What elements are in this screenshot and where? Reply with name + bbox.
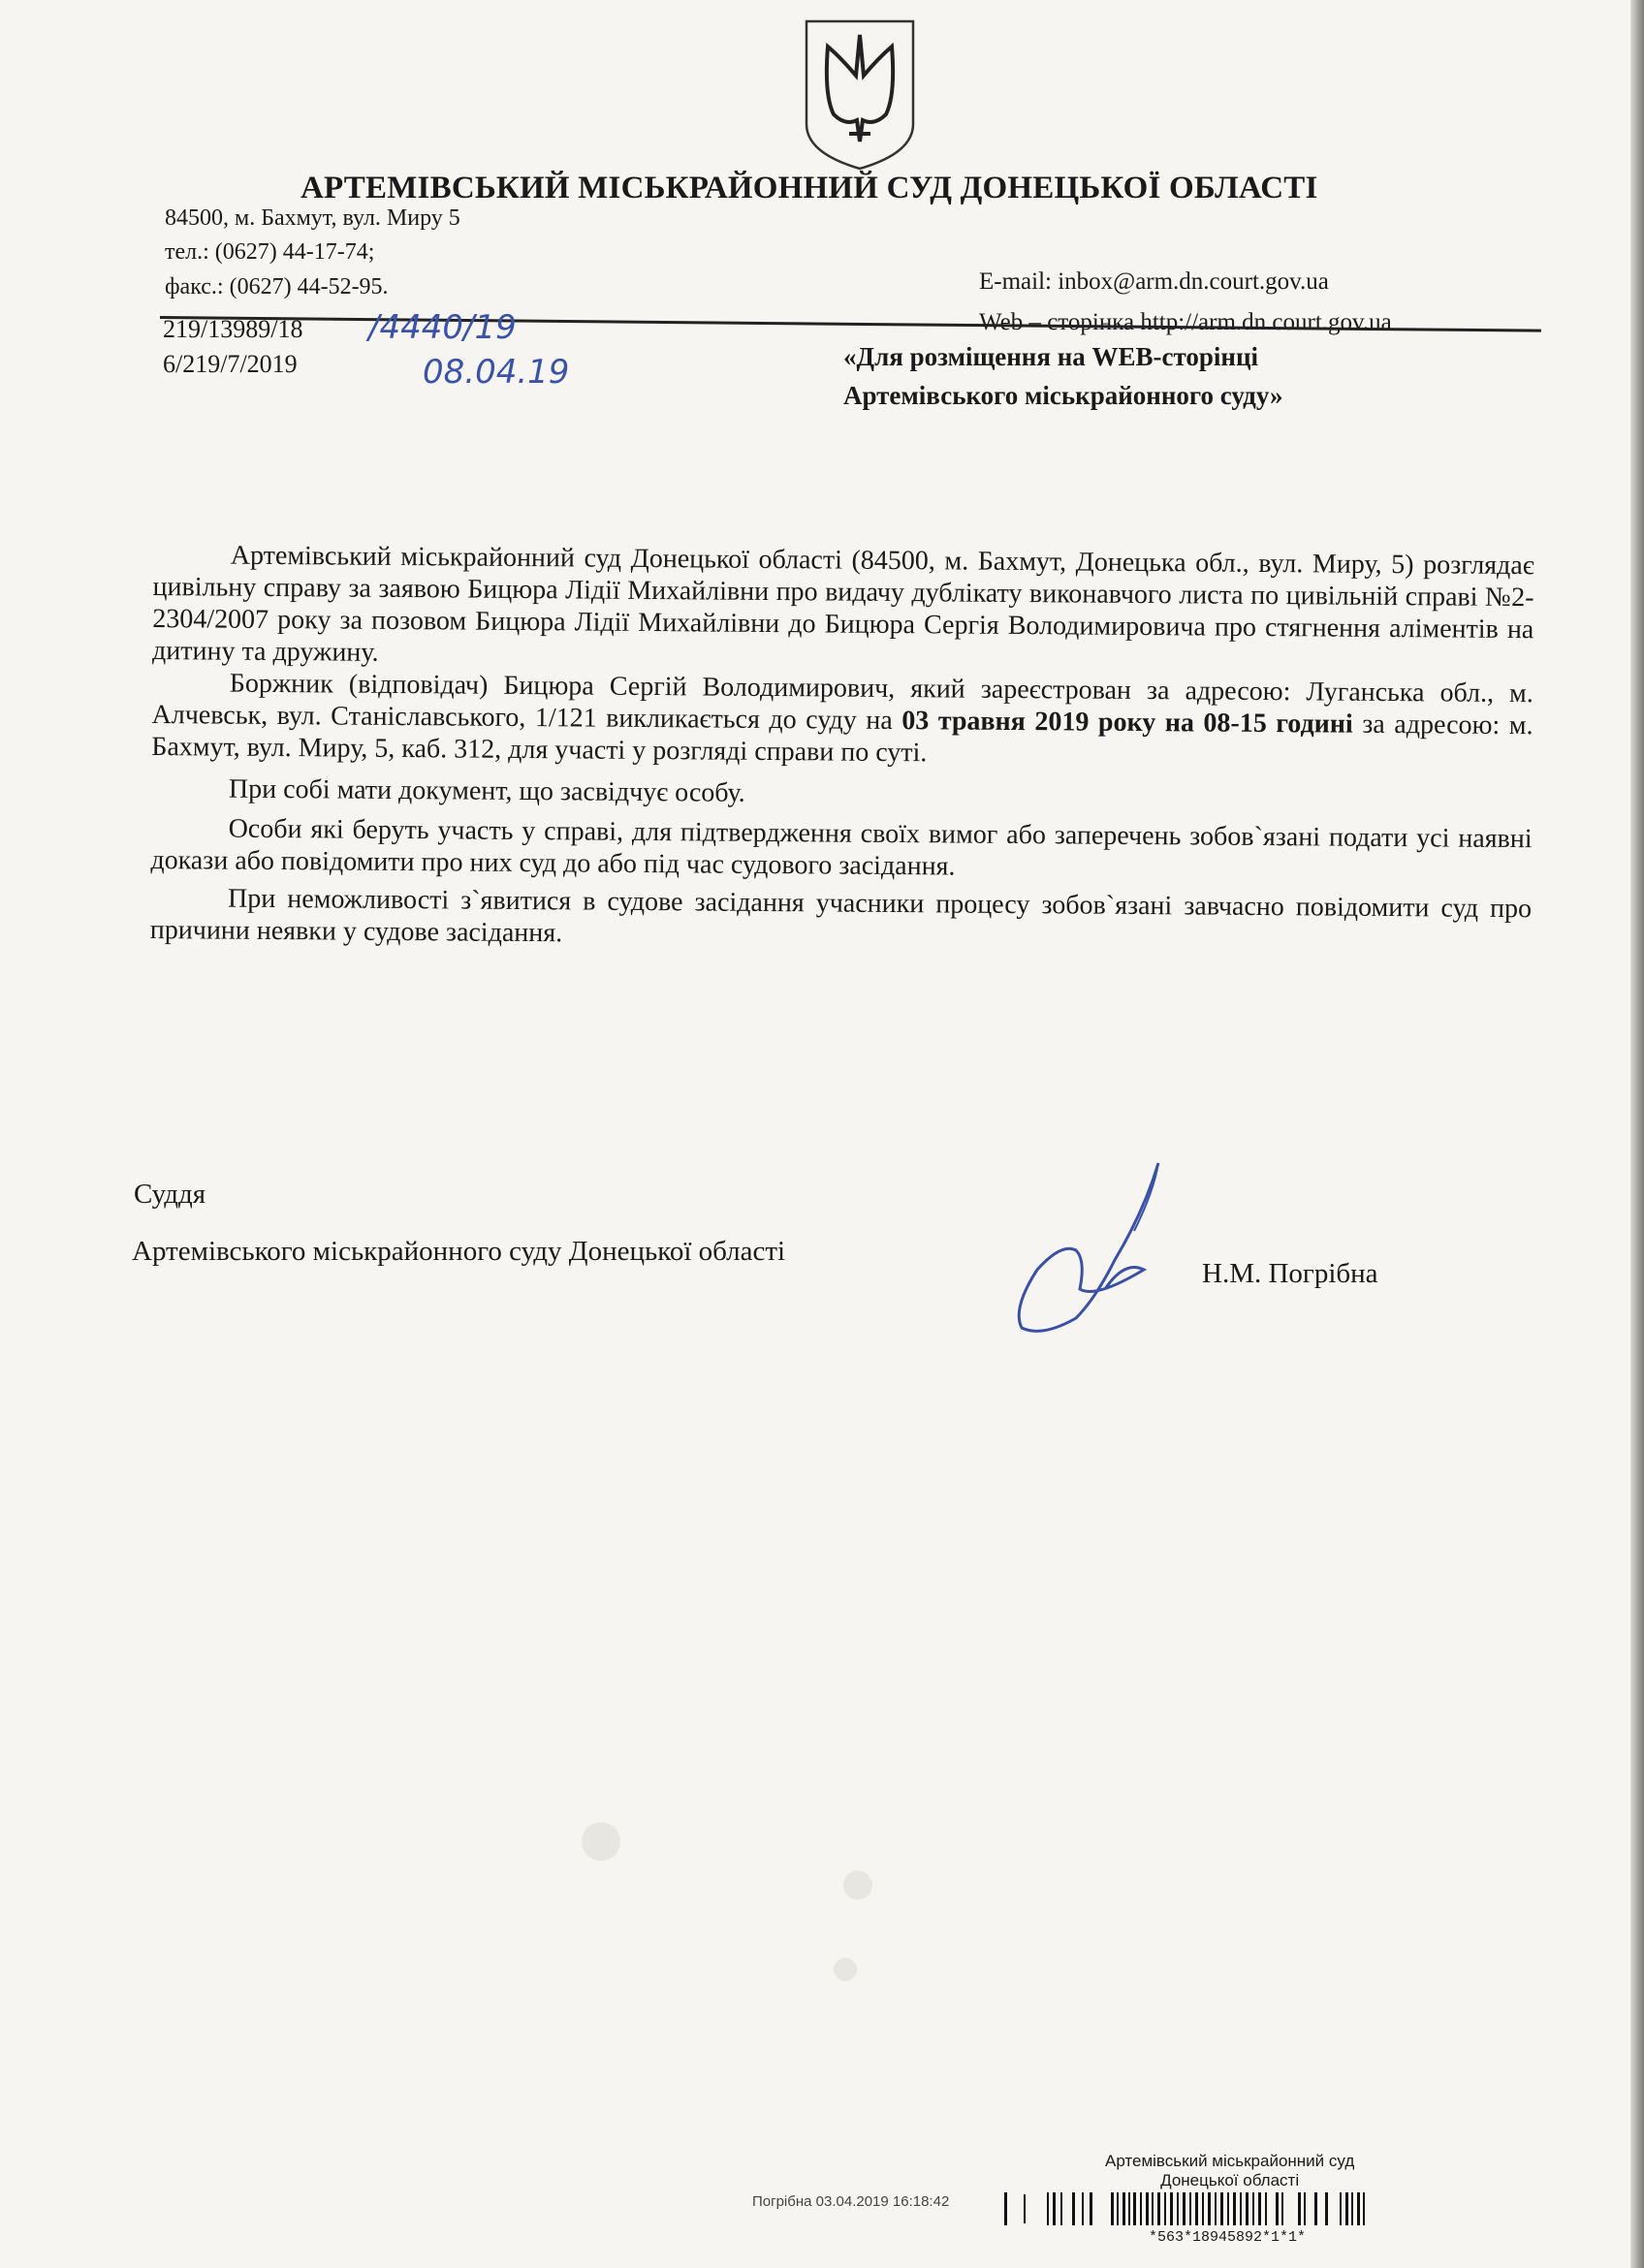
web-placement-note-line-2: Артемівського міськрайонного суду» [843,381,1283,410]
scan-speck [834,1958,857,1981]
coat-of-arms-icon [803,17,917,173]
court-address: 84500, м. Бахмут, вул. Миру 5 [165,205,460,231]
letter-body [150,539,1534,957]
case-number: 219/13989/18 [163,315,303,343]
judge-title: Суддя [134,1179,206,1210]
handwritten-outgoing-number: /4440/19 [368,308,517,347]
paragraph-absence-notice: При неможливості з`явитися в судове засідання учасники процесу зобов`язані завчасно повідомити суд про причини неявки у судове засідання. [149,883,1533,949]
paragraph-id-document: При собі мати документ, що засвідчує особу. [228,773,745,808]
paragraph-evidence: Особи які беруть участь у справі, для підтвердження своїх вимог або заперечень зобов`язані подати усі наявні докази або повідомити про них суд до або під час судового засідання. [150,813,1533,882]
footer-signature-stamp: Погрібна 03.04.2019 16:18:42 [752,2193,950,2210]
court-phone: тел.: (0627) 44-17-74; [165,239,375,265]
hearing-date-time: 03 травня 2019 року на 08-15 годині [901,706,1353,740]
court-name-heading: АРТЕМІВСЬКИЙ МІСЬКРАЙОННИЙ СУД ДОНЕЦЬКОЇ ОБЛАСТІ [300,171,1318,205]
judge-court: Артемівського міськрайонного суду Донецької області [132,1236,786,1267]
document-barcode [1004,2192,1489,2225]
footer-court-line-2: Донецької області [1160,2171,1300,2189]
handwritten-date: 08.04.19 [423,353,570,392]
handwritten-signature [1008,1153,1202,1347]
judge-name: Н.М. Погрібна [1202,1258,1378,1289]
web-placement-note-line-1: «Для розміщення на WEB-сторінці [843,342,1259,371]
summons-address: за адресою: м. Бахмут, вул. Миру, 5, каб. 312, для участі у розгляді справи по суті. [151,709,1533,769]
court-website: Web – сторінка http://arm.dn.court.gov.ua [979,309,1392,335]
scan-speck [843,1871,872,1900]
barcode-text: *563*18945892*1*1* [1149,2229,1307,2246]
paragraph-summons [151,667,1533,773]
summons-text: Боржник (відповідач) Бицюра Сергій Володимирович, який зареєстрован за адресою: Луганська обл., м. Алчевськ, вул. Станіславського, 1/121 викликається до суду на [151,668,1533,737]
court-fax: факс.: (0627) 44-52-95. [165,274,389,299]
scan-edge [1630,0,1644,2268]
proceeding-number: 6/219/7/2019 [163,350,298,378]
paragraph-case-description: Артемівський міськрайонний суд Донецької області (84500, м. Бахмут, Донецька обл., вул. Миру, 5) розглядає цивільну справу за заявою Бицюра Лідії Михайлівни про видачу дублікату виконавчого листа по цивільній справі №2-2304/2007 року за позовом Бицюра Лідії Михайлівни до Бицюра Сергія Володимировича про стягнення аліментів на дитину та дружину. [151,540,1534,668]
footer-court-label [1105,2152,1354,2190]
footer-court-line-1: Артемівський міськрайонний суд [1105,2152,1355,2170]
scan-speck [582,1822,620,1861]
court-email: E-mail: inbox@arm.dn.court.gov.ua [979,268,1329,295]
